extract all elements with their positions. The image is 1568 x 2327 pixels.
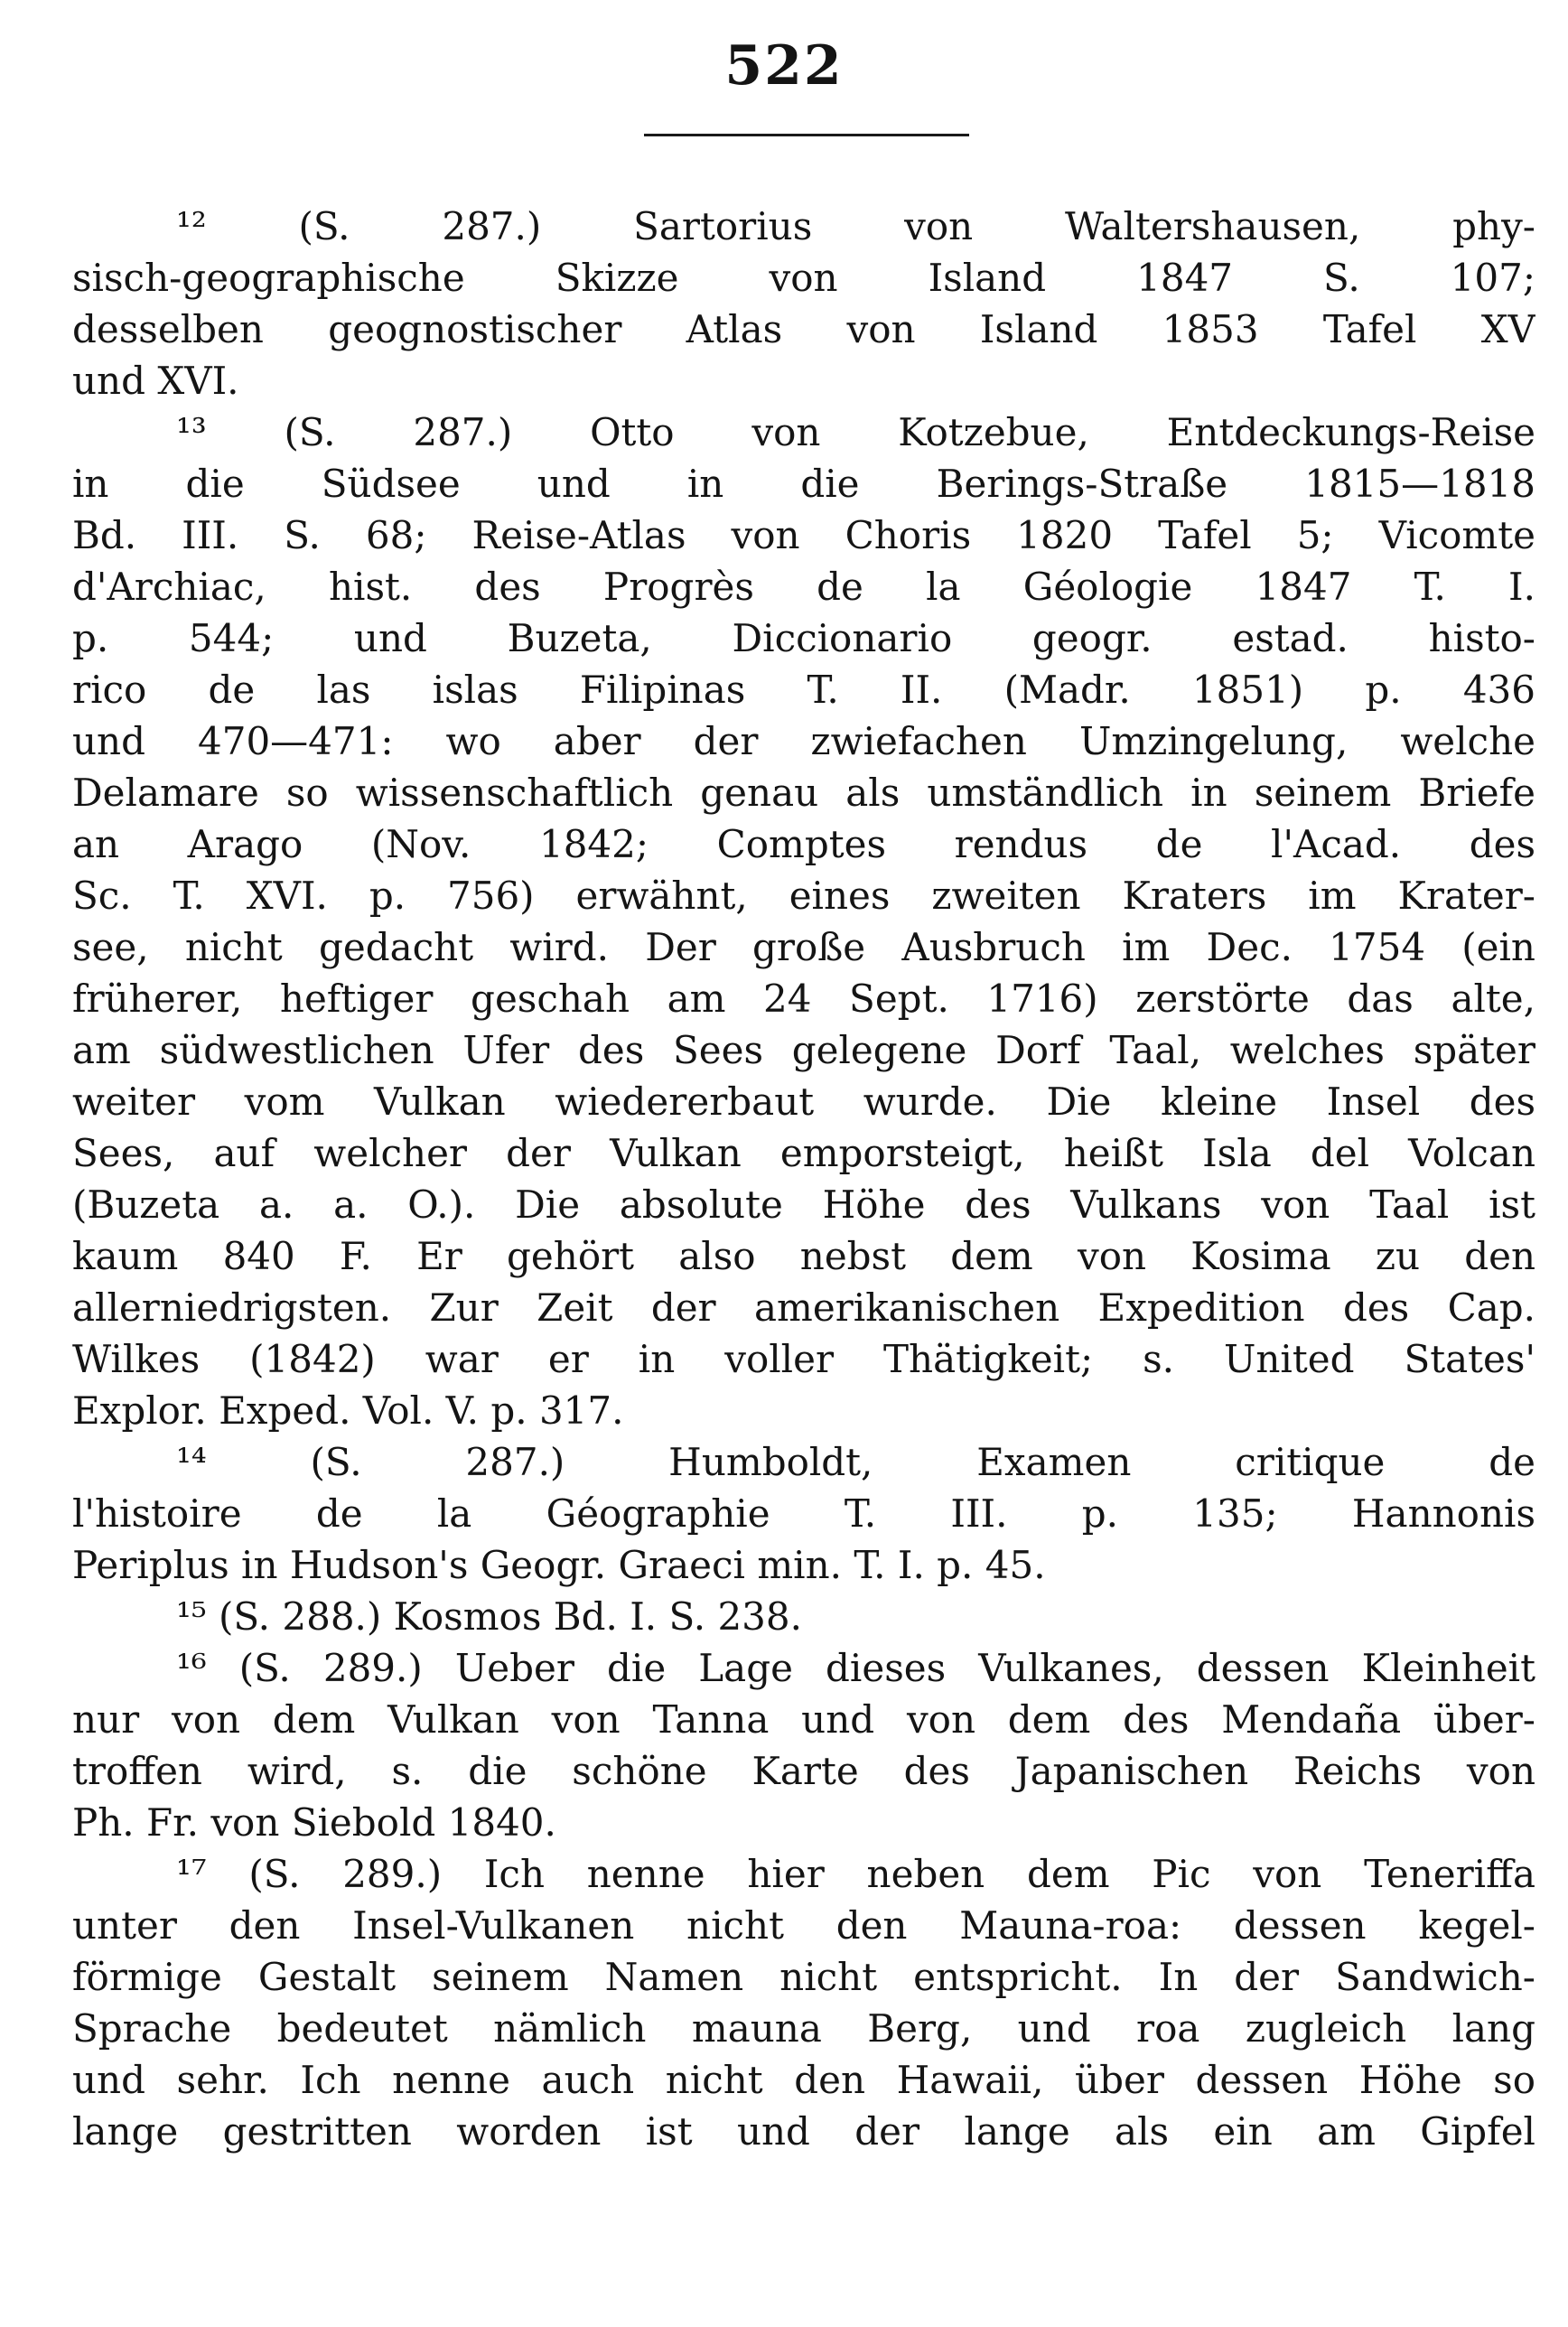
footnote-line: Sprache bedeutet nämlich mauna Berg, und roa zugleich lang [72, 2006, 1535, 2051]
footnote-line: rico de las islas Filipinas T. II. (Madr. 1851) p. 436 [72, 668, 1535, 712]
footnote-line: see, nicht gedacht wird. Der große Ausbruch im Dec. 1754 (ein [72, 925, 1535, 969]
footnote-line: ¹⁷ (S. 289.) Ich nenne hier neben dem Pic von Teneriffa [176, 1852, 1535, 1896]
footnote-line: Sees, auf welcher der Vulkan emporsteigt, heißt Isla del Volcan [72, 1131, 1535, 1175]
footnote-line: und sehr. Ich nenne auch nicht den Hawaii, über dessen Höhe so [72, 2058, 1535, 2102]
footnote-12 [72, 201, 1535, 407]
footnote-line: Ph. Fr. von Siebold 1840. [72, 1800, 556, 1845]
footnote-line: und 470—471: wo aber der zwiefachen Umzingelung, welche [72, 719, 1535, 763]
footnote-14 [72, 1436, 1535, 1591]
footnote-line: kaum 840 F. Er gehört also nebst dem von Kosima zu den [72, 1234, 1535, 1278]
footnote-line: allerniedrigsten. Zur Zeit der amerikanischen Expedition des Cap. [72, 1285, 1535, 1330]
footnote-16 [72, 1642, 1535, 1848]
footnote-line: förmige Gestalt seinem Namen nicht entspricht. In der Sandwich- [72, 1955, 1535, 1999]
footnotes [72, 201, 1535, 2157]
footnote-line: ¹⁵ (S. 288.) Kosmos Bd. I. S. 238. [176, 1594, 802, 1639]
footnote-line: Bd. III. S. 68; Reise-Atlas von Choris 1820 Tafel 5; Vicomte [72, 513, 1535, 557]
footnote-line: und XVI. [72, 359, 239, 403]
footnote-line: troffen wird, s. die schöne Karte des Japanischen Reichs von [72, 1749, 1535, 1793]
footnote-line: nur von dem Vulkan von Tanna und von dem des Mendaña über- [72, 1697, 1535, 1742]
footnote-line: ¹⁶ (S. 289.) Ueber die Lage dieses Vulkanes, dessen Kleinheit [176, 1646, 1535, 1690]
footnote-line: desselben geognostischer Atlas von Island 1853 Tafel XV [72, 307, 1535, 351]
footnote-15 [72, 1591, 1535, 1642]
footnote-line: p. 544; und Buzeta, Diccionario geogr. estad. histo- [72, 616, 1535, 660]
footnote-line: Sc. T. XVI. p. 756) erwähnt, eines zweiten Kraters im Krater- [72, 874, 1535, 918]
footnote-line: in die Südsee und in die Berings-Straße 1815—1818 [72, 462, 1535, 506]
footnote-line: Periplus in Hudson's Geogr. Graeci min. T. I. p. 45. [72, 1543, 1046, 1587]
footnote-line: ¹² (S. 287.) Sartorius von Waltershausen, phy- [176, 204, 1535, 248]
footnote-line: unter den Insel-Vulkanen nicht den Mauna-roa: dessen kegel- [72, 1903, 1535, 1948]
footnote-line: (Buzeta a. a. O.). Die absolute Höhe des Vulkans von Taal ist [72, 1182, 1535, 1227]
footnote-line: d'Archiac, hist. des Progrès de la Géologie 1847 T. I. [72, 565, 1535, 609]
header-rule [644, 134, 969, 136]
footnote-line: früherer, heftiger geschah am 24 Sept. 1716) zerstörte das alte, [72, 977, 1535, 1021]
footnote-17 [72, 1848, 1535, 2157]
footnote-line: lange gestritten worden ist und der lange als ein am Gipfel [72, 2109, 1535, 2154]
footnote-line: ¹⁴ (S. 287.) Humboldt, Examen critique de [176, 1440, 1535, 1484]
page-number: 522 [724, 34, 844, 98]
footnote-line: am südwestlichen Ufer des Sees gelegene Dorf Taal, welches später [72, 1028, 1535, 1072]
footnote-line: Explor. Exped. Vol. V. p. 317. [72, 1388, 624, 1433]
footnote-line: Delamare so wissenschaftlich genau als umständlich in seinem Briefe [72, 771, 1535, 815]
footnote-line: sisch-geographische Skizze von Island 1847 S. 107; [72, 256, 1535, 300]
footnote-line: ¹³ (S. 287.) Otto von Kotzebue, Entdeckungs-Reise [176, 410, 1535, 454]
footnote-line: weiter vom Vulkan wiedererbaut wurde. Die kleine Insel des [72, 1079, 1535, 1124]
footnote-line: Wilkes (1842) war er in voller Thätigkeit; s. United States' [72, 1337, 1535, 1381]
footnote-13 [72, 407, 1535, 1436]
footnote-line: l'histoire de la Géographie T. III. p. 135; Hannonis [72, 1491, 1535, 1536]
footnote-line: an Arago (Nov. 1842; Comptes rendus de l'Acad. des [72, 822, 1535, 866]
